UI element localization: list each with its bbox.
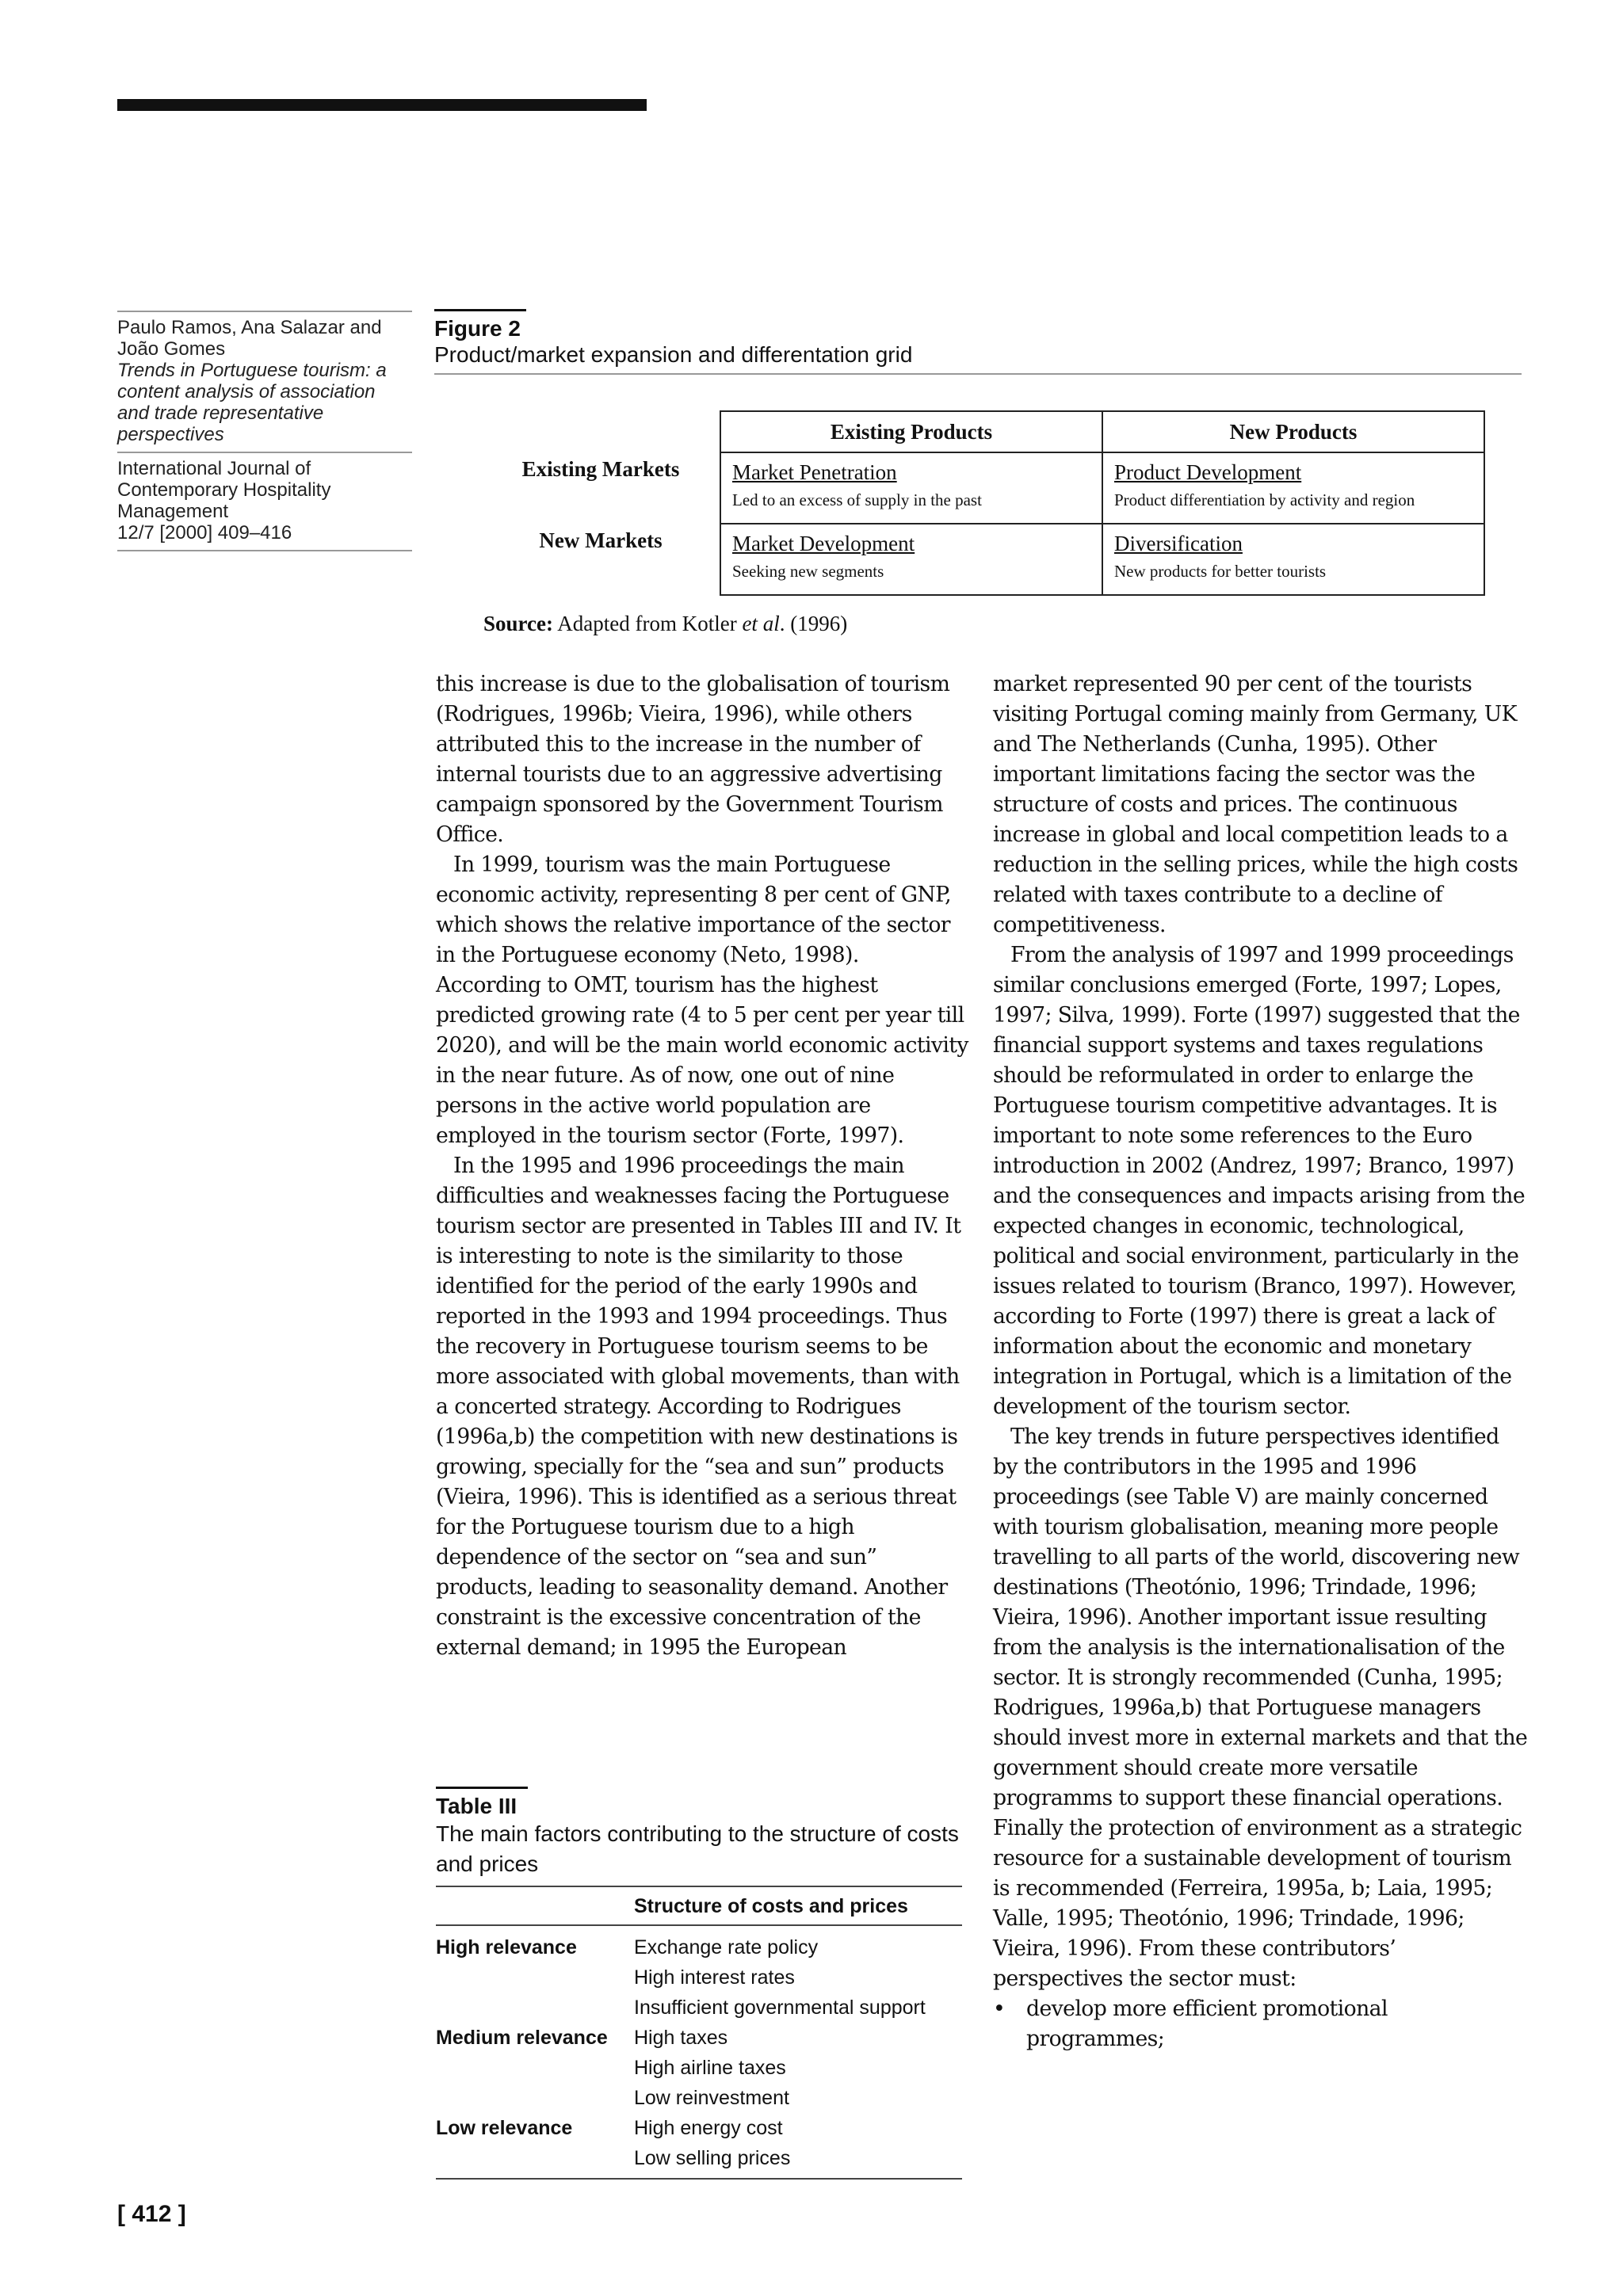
- relevance-level: Low relevance: [436, 2117, 573, 2139]
- grid-cell-desc: New products for better tourists: [1114, 562, 1327, 581]
- grid-cell: [1102, 524, 1484, 595]
- table-row: [436, 1962, 962, 1993]
- table-label-rule: [436, 1787, 528, 1789]
- grid-row: [482, 524, 1484, 595]
- table-row: [436, 2143, 962, 2179]
- body-column-right: [993, 669, 1529, 2054]
- paragraph: this increase is due to the globalisation of tourism (Rodrigues, 1996b; Vieira, 1996), while others attributed this to the increase in the number of internal tourists due to an aggressive advertising campaign sponsored by the Government Tourism Office.: [436, 672, 950, 847]
- figure-label-rule: [434, 309, 526, 311]
- paragraph: In 1999, tourism was the main Portuguese economic activity, representing 8 per cent of GNP, which shows the relative importance of the sector in the Portuguese economy (Neto, 1998). According to OMT, tourism has the highest predicted growing rate (4 to 5 per cent per year till 2020), and will be the main world economic activity in the near future. As of now, one out of nine persons in the active world population are employed in the tourism sector (Forte, 1997).: [436, 852, 968, 1148]
- grid-header-row: [482, 411, 1484, 452]
- table-label: Table III: [436, 1794, 517, 1818]
- factor: High interest rates: [634, 1966, 795, 1989]
- grid-col-header: Existing Products: [720, 411, 1102, 452]
- table-row: [436, 2053, 962, 2083]
- grid-cell-title: Market Development: [732, 532, 915, 555]
- grid-cell: [720, 524, 1102, 595]
- paragraph: market represented 90 per cent of the tourists visiting Portugal coming mainly from Germany, UK and The Netherlands (Cunha, 1995). Other important limitations facing the sector was the structure of costs and prices. The continuous increase in global and local competition leads to a reduction in the selling prices, while the high costs related with taxes contribute to a decline of competitiveness.: [993, 672, 1518, 937]
- grid-cell-desc: Product differentiation by activity and region: [1114, 490, 1415, 509]
- journal-volume: 12/7 [2000] 409–416: [117, 522, 292, 543]
- figure-label: Figure 2: [434, 316, 521, 341]
- source-etal: et al: [742, 612, 780, 635]
- grid-cell-desc: Led to an excess of supply in the past: [732, 490, 982, 509]
- factor: Insufficient governmental support: [634, 1997, 926, 2019]
- relevance-level: Medium relevance: [436, 2027, 608, 2049]
- source-year: . (1996): [779, 612, 848, 635]
- grid-row-header: Existing Markets: [521, 457, 680, 481]
- body-column-left: [436, 669, 968, 1663]
- grid-col-header: New Products: [1102, 411, 1484, 452]
- factor: High energy cost: [634, 2117, 783, 2139]
- grid-cell-desc: Seeking new segments: [732, 562, 884, 581]
- figure-caption: Product/market expansion and differentation grid: [434, 341, 1522, 375]
- grid-cell: [1102, 452, 1484, 524]
- figure-source: [483, 612, 847, 636]
- page-number: [ 412 ]: [117, 2201, 186, 2227]
- article-title: Trends in Portuguese tourism: a content analysis of association and trade representative perspectives: [117, 360, 387, 445]
- paragraph: The key trends in future perspectives identified by the contributors in the 1995 and 1996 proceedings (see Table V) are mainly concerned with tourism globalisation, meaning more people travelling to all parts of the world, discovering new destinations (Theotónio, 1996; Trindade, 1996; Vieira, 1996). Another important issue resulting from the analysis is the internationalisation of the sector. It is strongly recommended (Cunha, 1995; Rodrigues, 1996a,b) that Portuguese managers should invest more in external markets and that the government should create more versatile programms to support these financial operations. Finally the protection of environment as a strategic resource for a sustainable development of tourism is recommended (Ferreira, 1995a, b; Laia, 1995; Valle, 1995; Theotónio, 1996; Trindade, 1996; Vieira, 1996). From these contributors’ perspectives the sector must:: [993, 1425, 1528, 1991]
- figure-2-header: [434, 309, 1522, 375]
- factor: Exchange rate policy: [634, 1936, 819, 1958]
- table-header-row: [436, 1886, 962, 1925]
- grid-cell-title: Market Penetration: [732, 460, 897, 484]
- table-header: Structure of costs and prices: [634, 1886, 962, 1925]
- product-market-grid: [482, 410, 1485, 596]
- table-3: [436, 1787, 962, 2180]
- grid-row: [482, 452, 1484, 524]
- journal-info: [117, 452, 412, 551]
- source-text: Adapted from Kotler: [557, 612, 737, 635]
- bullet-list: [993, 1994, 1529, 2054]
- grid-cell-title: Diversification: [1114, 532, 1243, 555]
- factor: High airline taxes: [634, 2057, 786, 2079]
- table-header-empty: [436, 1886, 634, 1925]
- running-header: [117, 311, 412, 551]
- table-row: [436, 2023, 962, 2053]
- paragraph: In the 1995 and 1996 proceedings the main difficulties and weaknesses facing the Portuguese tourism sector are presented in Tables III and IV. It is interesting to note is the similarity to those identified for the period of the early 1990s and reported in the 1993 and 1994 proceedings. Thus the recovery in Portuguese tourism seems to be more associated with global movements, than with a concerted strategy. According to Rodrigues (1996a,b) the competition with new destinations is growing, specially for the “sea and sun” products (Vieira, 1996). This is identified as a serious threat for the Portuguese tourism due to a high dependence of the sector on “sea and sun” products, leading to seasonality demand. Another constraint is the excessive concentration of the external demand; in 1995 the European: [436, 1154, 961, 1660]
- journal-name: International Journal of Contemporary Hospitality Management: [117, 458, 331, 522]
- table-row: [436, 2113, 962, 2143]
- costs-table: [436, 1886, 962, 2180]
- table-caption: The main factors contributing to the structure of costs and prices: [436, 1821, 959, 1876]
- header-rule: [117, 99, 647, 111]
- grid-row-header: New Markets: [539, 528, 663, 552]
- paragraph: From the analysis of 1997 and 1999 proceedings similar conclusions emerged (Forte, 1997; Lopes, 1997; Silva, 1999). Forte (1997) suggested that the financial support systems and taxes regulations should be reformulated in order to enlarge the Portuguese tourism competitive advantages. It is important to note some references to the Euro introduction in 2002 (Andrez, 1997; Branco, 1997) and the consequences and impacts arising from the expected changes in economic, technological, political and social environment, particularly in the issues related to tourism (Branco, 1997). However, according to Forte (1997) there is great a lack of information about the economic and monetary integration in Portugal, which is a limitation of the development of the tourism sector.: [993, 943, 1526, 1419]
- relevance-level: High relevance: [436, 1936, 577, 1958]
- table-row: [436, 1993, 962, 2023]
- bullet-item: • develop more efficient promotional programmes;: [1026, 1994, 1529, 2054]
- factor: High taxes: [634, 2027, 728, 2049]
- grid-corner: [482, 411, 720, 452]
- grid-cell: [720, 452, 1102, 524]
- article-info: [117, 311, 412, 452]
- table-row: [436, 2083, 962, 2113]
- grid-cell-title: Product Development: [1114, 460, 1302, 484]
- authors: Paulo Ramos, Ana Salazar and João Gomes: [117, 317, 382, 360]
- source-label: Source:: [483, 612, 553, 635]
- factor: Low reinvestment: [634, 2087, 789, 2109]
- table-row: [436, 1925, 962, 1962]
- factor: Low selling prices: [634, 2143, 962, 2179]
